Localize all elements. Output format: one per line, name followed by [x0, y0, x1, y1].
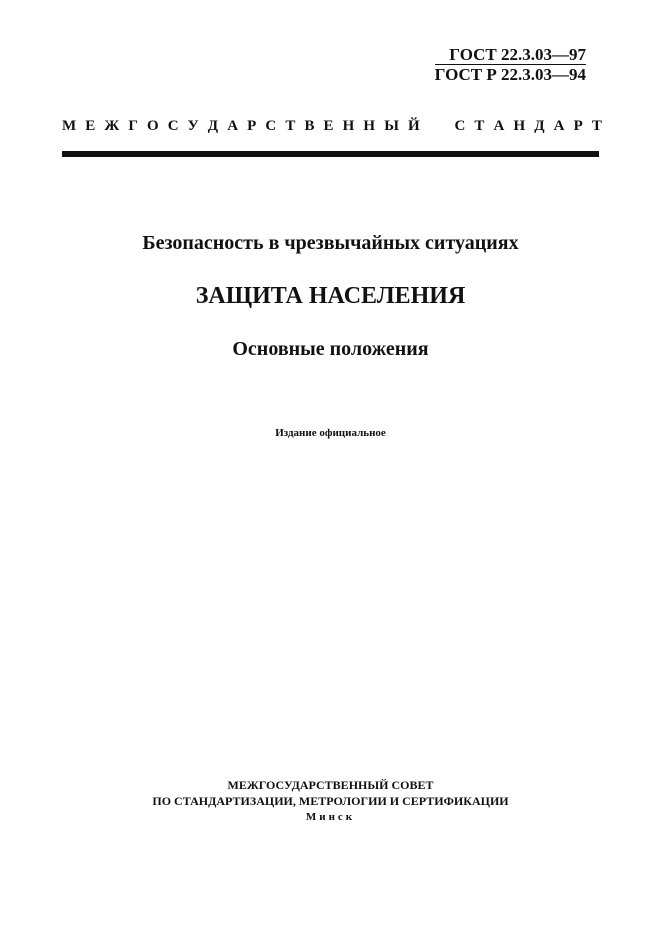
standard-type-letter: Ы — [384, 118, 399, 134]
standard-type-letter: С — [167, 118, 179, 134]
standard-type-letter: Т — [591, 118, 602, 134]
standard-type-letter: Т — [285, 118, 296, 134]
publisher-city: Минск — [305, 811, 356, 823]
heading-divider — [62, 151, 599, 157]
standard-type-letter: Е — [85, 118, 96, 134]
standard-type-letter: Г — [128, 118, 138, 134]
standard-codes — [435, 46, 586, 83]
national-standard-code: ГОСТ Р 22.3.03—94 — [434, 65, 586, 84]
standard-type-letter: У — [187, 118, 199, 134]
standard-type-letter: О — [146, 118, 159, 134]
standard-type-heading — [62, 116, 602, 136]
standard-type-letter: С — [454, 118, 466, 134]
word-gap — [429, 116, 433, 136]
document-subject: Безопасность в чрезвычайных ситуациях — [142, 232, 519, 254]
standard-type-letter: Н — [513, 118, 526, 134]
standard-type-letter: Е — [323, 118, 334, 134]
standard-type-letter: Т — [474, 118, 485, 134]
document-title: ЗАЩИТА НАСЕЛЕНИЯ — [195, 283, 466, 309]
interstate-standard-code: ГОСТ 22.3.03—97 — [435, 46, 586, 65]
standard-type-letter: Н — [342, 118, 355, 134]
publisher-line-2: ПО СТАНДАРТИЗАЦИИ, МЕТРОЛОГИИ И СЕРТИФИКАЦИИ — [152, 794, 509, 808]
standard-type-letter: Р — [247, 118, 257, 134]
standard-type-letter: С — [265, 118, 277, 134]
standard-type-letter: А — [493, 118, 505, 134]
publisher-block — [0, 777, 661, 825]
standard-type-letter: А — [227, 118, 239, 134]
standard-type-letter: Н — [363, 118, 376, 134]
word-gap — [442, 116, 446, 136]
edition-note: Издание официальное — [275, 427, 386, 439]
standard-type-letter: Й — [408, 118, 420, 134]
standard-type-letter: Д — [207, 118, 219, 134]
standard-type-letter: В — [304, 118, 315, 134]
standard-type-letter: М — [62, 118, 77, 134]
standard-type-letter: Д — [534, 118, 545, 134]
publisher-line-1: МЕЖГОСУДАРСТВЕННЫЙ СОВЕТ — [227, 778, 434, 792]
document-subtitle: Основные положения — [232, 338, 429, 360]
standard-type-letter: А — [553, 118, 565, 134]
standard-type-letter: Р — [573, 118, 583, 134]
standard-type-letter: Ж — [104, 118, 120, 134]
